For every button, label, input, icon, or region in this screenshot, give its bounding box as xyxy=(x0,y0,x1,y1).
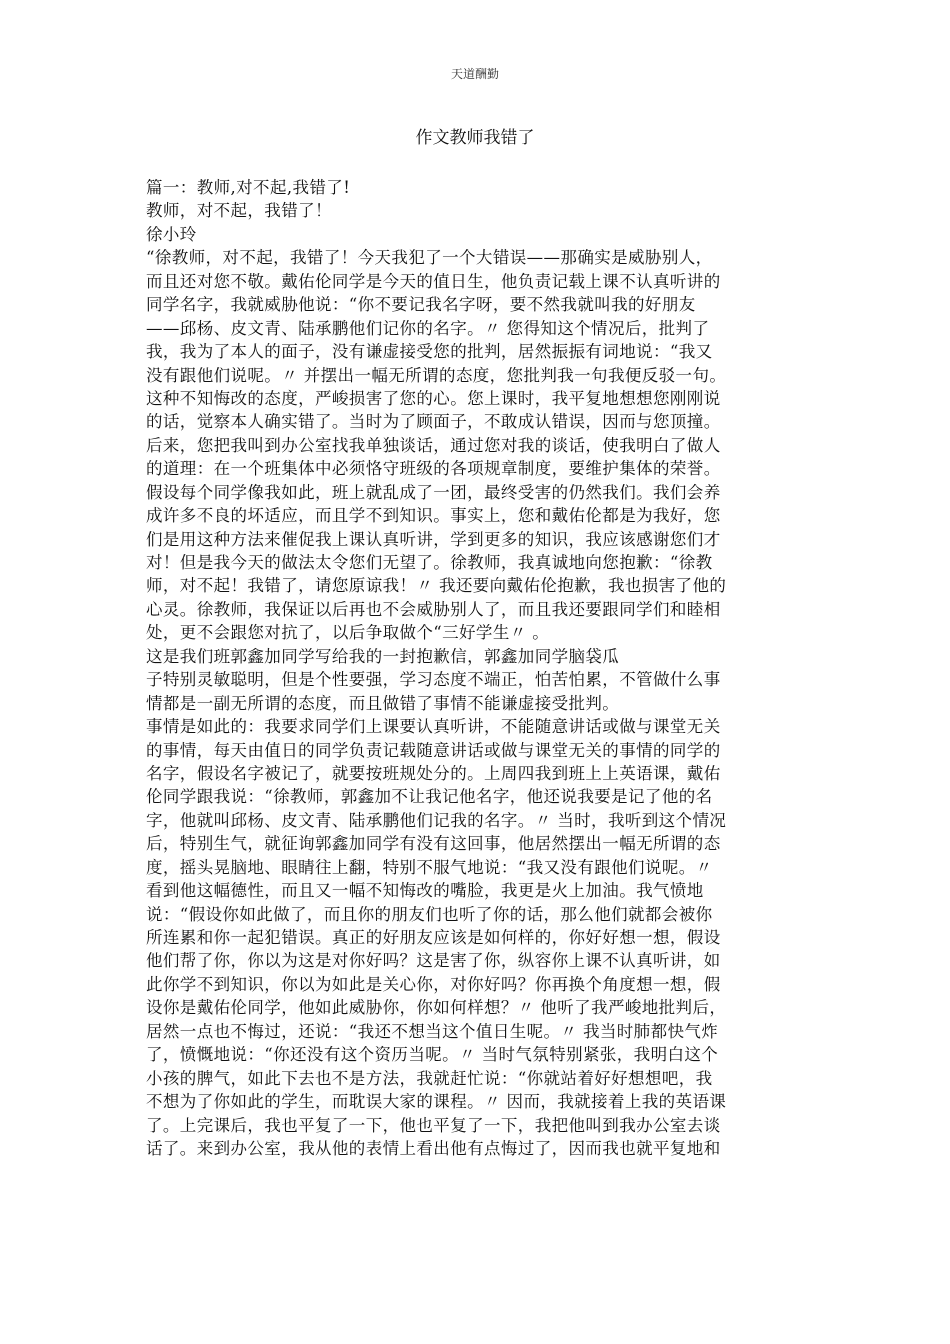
text-line: 的道理：在一个班集体中必须恪守班级的各项规章制度，要维护集体的荣誉。 xyxy=(146,459,721,479)
text-line: 对！但是我今天的做法太令您们无望了。徐教师，我真诚地向您抱歉：“徐教 xyxy=(146,553,713,572)
text-line: 居然一点也不悔过，还说：“我还不想当这个值日生呢。〃 我当时肺都快气炸 xyxy=(146,1021,719,1041)
text-line: 没有跟他们说呢。〃 并摆出一幅无所谓的态度，您批判我一句我便反驳一句。 xyxy=(146,365,727,385)
text-line: 后，特别生气，就征询郭鑫加同学有没有这回事，他居然摆出一幅无所谓的态 xyxy=(146,834,721,854)
document-title: 作文教师我错了 xyxy=(415,128,535,148)
text-line: 篇一：教师,对不起,我错了! xyxy=(146,178,351,197)
text-line: 成许多不良的坏适应，而且学不到知识。事实上，您和戴佑伦都是为我好，您 xyxy=(146,506,721,526)
text-line: 了。上完课后，我也平复了一下，他也平复了一下，我把他叫到我办公室去谈 xyxy=(146,1115,721,1135)
text-line: 情都是一副无所谓的态度，而且做错了事情不能谦虚接受批判。 xyxy=(146,693,620,713)
page-header: 天道酬勤 xyxy=(450,67,499,81)
text-line: 假设每个同学像我如此，班上就乱成了一团，最终受害的仍然我们。我们会养 xyxy=(146,482,721,502)
text-line: 的事情，每天由值日的同学负责记载随意讲话或做与课堂无关的事情的同学的 xyxy=(146,740,721,760)
text-line: 看到他这幅德性，而且又一幅不知悔改的嘴脸，我更是火上加油。我气愤地 xyxy=(146,881,704,901)
text-line: 话了。来到办公室，我从他的表情上看出他有点悔过了，因而我也就平复地和 xyxy=(146,1138,721,1158)
text-line: 度，摇头晃脑地、眼睛往上翻，特别不服气地说：“我又没有跟他们说呢。〃 xyxy=(146,857,713,877)
text-line: 说：“假设你如此做了，而且你的朋友们也听了你的话，那么他们就都会被你 xyxy=(146,904,713,924)
text-line: 设你是戴佑伦同学，他如此威胁你，你如何样想？〃 他听了我严峻地批判后， xyxy=(146,998,727,1018)
text-line: 师，对不起！我错了，请您原谅我！〃 我还要向戴佑伦抱歉，我也损害了他的 xyxy=(146,576,727,596)
text-line: “徐教师，对不起，我错了！今天我犯了一个大错误——那确实是威胁别人， xyxy=(146,248,713,268)
text-line: 教师，对不起，我错了！ xyxy=(146,201,332,221)
text-line: 我，我为了本人的面子，没有谦虚接受您的批判，居然振振有词地说：“我又 xyxy=(146,342,713,362)
document-body xyxy=(146,176,806,1160)
text-line: ——邱杨、皮文青、陆承鹏他们记你的名字。〃 您得知这个情况后，批判了 xyxy=(146,318,710,338)
text-line: 字，他就叫邱杨、皮文青、陆承鹏他们记我的名字。〃 当时，我听到这个情况 xyxy=(146,810,727,830)
text-line: 处，更不会跟您对抗了，以后争取做个“三好学生〃 。 xyxy=(146,623,550,643)
text-line: 的话，觉察本人确实错了。当时为了顾面子，不敢成认错误，因而与您顶撞。 xyxy=(146,412,721,432)
text-line: 他们帮了你，你以为这是对你好吗？这是害了你，纵容你上课不认真听讲，如 xyxy=(146,951,721,971)
text-line: 这种不知悔改的态度，严峻损害了您的心。您上课时，我平复地想想您刚刚说 xyxy=(146,388,721,408)
text-line: 这是我们班郭鑫加同学写给我的一封抱歉信，郭鑫加同学脑袋瓜 xyxy=(146,646,620,666)
text-line: 们是用这种方法来催促我上课认真听讲，学到更多的知识，我应该感谢您们才 xyxy=(146,529,721,549)
text-line: 小孩的脾气，如此下去也不是方法，我就赶忙说：“你就站着好好想想吧，我 xyxy=(146,1068,713,1088)
text-line: 子特别灵敏聪明，但是个性要强，学习态度不端正，怕苦怕累，不管做什么事 xyxy=(146,670,721,690)
text-line: 后来，您把我叫到办公室找我单独谈话，通过您对我的谈话，使我明白了做人 xyxy=(146,435,721,455)
text-line: 同学名字，我就威胁他说：“你不要记我名字呀，要不然我就叫我的好朋友 xyxy=(146,295,696,315)
text-line: 此你学不到知识，你以为如此是关心你，对你好吗？你再换个角度想一想，假 xyxy=(146,974,721,994)
text-line: 名字，假设名字被记了，就要按班规处分的。上周四我到班上上英语课，戴佑 xyxy=(146,763,721,783)
text-line: 了，愤慨地说：“你还没有这个资历当呢。〃 当时气氛特别紧张，我明白这个 xyxy=(146,1045,719,1065)
text-line: 徐小玲 xyxy=(146,224,197,244)
text-line: 不想为了你如此的学生，而耽误大家的课程。〃 因而，我就接着上我的英语课 xyxy=(146,1092,727,1112)
text-line: 伦同学跟我说：“徐教师，郭鑫加不让我记他名字，他还说我要是记了他的名 xyxy=(146,787,713,807)
text-line: 所连累和你一起犯错误。真正的好朋友应该是如何样的，你好好想一想，假设 xyxy=(146,928,721,947)
text-line: 而且还对您不敬。戴佑伦同学是今天的值日生，他负责记载上课不认真听讲的 xyxy=(146,271,721,291)
text-line: 事情是如此的：我要求同学们上课要认真听讲，不能随意讲话或做与课堂无关 xyxy=(146,717,721,737)
text-line: 心灵。徐教师，我保证以后再也不会威胁别人了，而且我还要跟同学们和睦相 xyxy=(146,599,721,619)
